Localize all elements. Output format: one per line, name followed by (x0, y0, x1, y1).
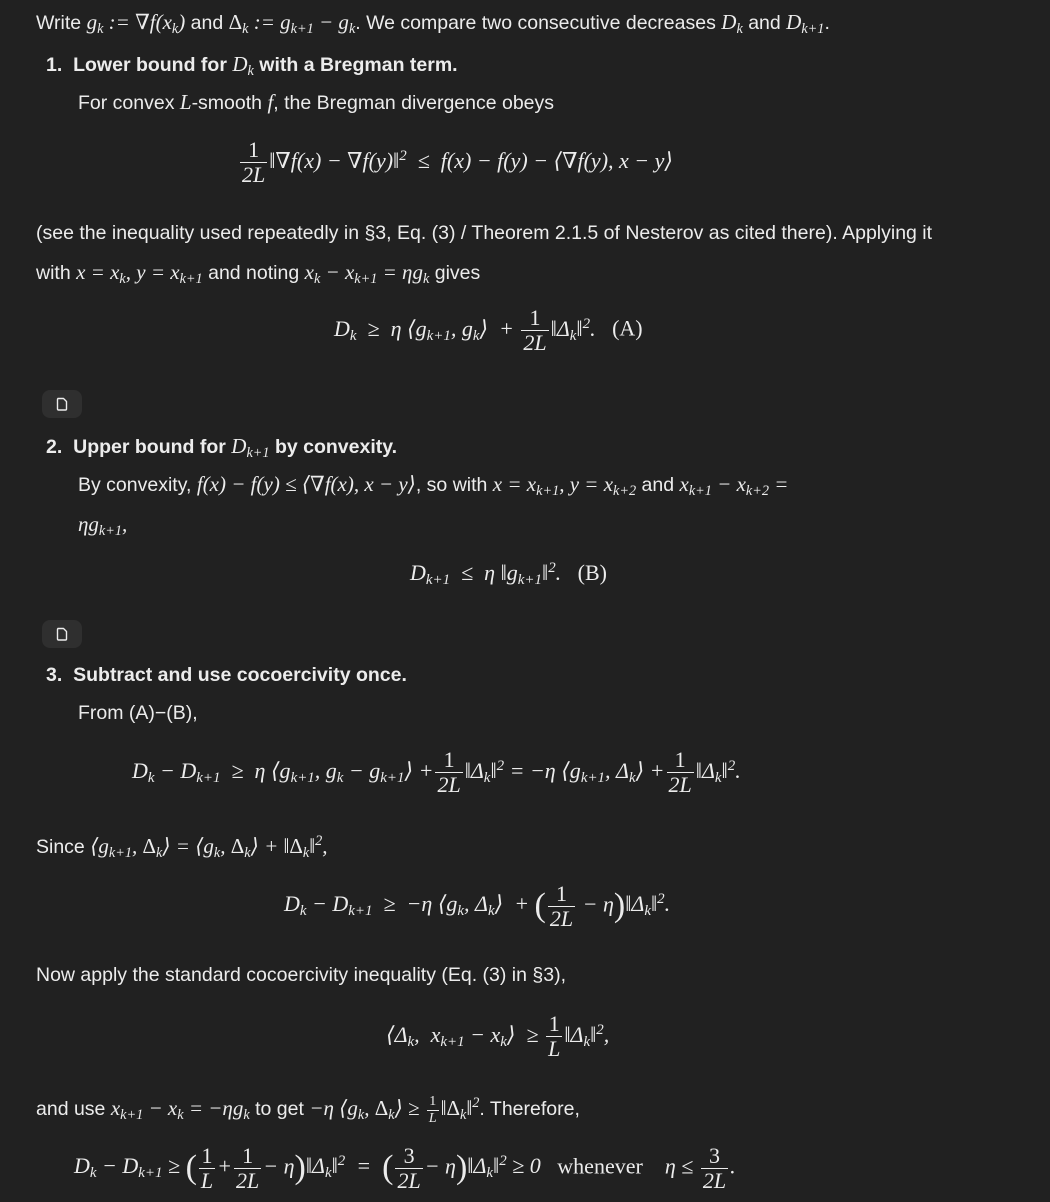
equation-tag: (A) (612, 315, 643, 341)
final-equation: $D_k - D_{k+1}$ ≥ ( $\frac{1}{L}$ + $\frac{1}{2L}$ − $\eta)‖\Delta_k‖^2$ = ( $\frac{3}{2L}$ − $\eta)‖\Delta_k‖^2 \ge 0$ whenever η ≤ $\frac{3}{2L}$ . (74, 1142, 736, 1193)
text: -smooth (191, 92, 263, 114)
text: Since (36, 836, 85, 858)
text: Upper bound for (73, 436, 226, 458)
text: . Therefore, (479, 1098, 580, 1120)
step1-text: For convex L-smooth f, the Bregman divergence obeys (78, 90, 555, 114)
step1-heading: 1. Lower bound for $D_k$ with a Bregman term. (46, 52, 458, 79)
text: with a Bregman term. (259, 54, 458, 76)
text: Subtract and use cocoercivity once. (73, 664, 407, 686)
step2-text: By convexity, f(x) − f(y) ≤ ⟨∇f(x), x − y⟩, so with $x = x_{k+1}$, $y = x_{k+2}$ and $x_{k+1} - x_{k+2}$ = (78, 472, 789, 499)
and-use-line: and use $x_{k+1} - x_k = -\eta g_k$ to get −η $⟨g_k$, $\Delta_k⟩$ ≥ $\frac{1}{L}$ $‖\Delta_k‖^2$. Therefore, (36, 1094, 580, 1126)
text: to get (255, 1098, 304, 1120)
cocoercivity-equation: $⟨\Delta_k$, $x_{k+1}$ − $x_k⟩$ ≥ $\frac{1}{L}$ $‖\Delta_k‖^2$, (386, 1011, 610, 1062)
now-line: Now apply the standard cocoercivity inequality (Eq. (3) in §3), (36, 964, 567, 986)
text: and (190, 12, 224, 34)
text: and noting (208, 262, 300, 284)
text: . We compare two consecutive decreases (355, 12, 716, 34)
since-equation: $D_k - D_{k+1} \ge -\eta$ $⟨g_k$, $\Delta_k⟩$ + ( $\frac{1}{2L}$ − $\eta)‖\Delta_k‖^2$. (284, 880, 671, 931)
text: gives (434, 262, 481, 284)
text: By convexity, (78, 474, 192, 496)
text: and use (36, 1098, 106, 1120)
intro-line: Write $g_k$ := $\nabla f(x_k)$ and $\Delta_k$ := $g_{k+1} - g_k$. We compare two consecutive decreases $D_k$ and $D_{k+1}$. (36, 10, 830, 37)
text: For convex (78, 92, 175, 114)
step2-heading: 2. Upper bound for $D_{k+1}$ by convexity. (46, 434, 398, 461)
equation-a: $D_k \ge \eta$ $⟨g_{k+1}$, $g_k⟩$ + $\frac{1}{2L}$ $‖\Delta_k‖^2$. (A) (334, 305, 643, 356)
step3-heading (46, 660, 407, 690)
list-number: 1. (46, 54, 63, 76)
list-number: 2. (46, 436, 63, 458)
step2-text-cont: $\eta g_{k+1}$, (78, 512, 128, 539)
copy-button[interactable] (42, 620, 82, 648)
copy-icon (54, 626, 70, 642)
text: . (824, 12, 830, 34)
text: by convexity. (274, 436, 398, 458)
text: Lower bound for (73, 54, 227, 76)
text: with (36, 262, 71, 284)
text: Write (36, 12, 82, 34)
step1-note: (see the inequality used repeatedly in §3, Eq. (3) / Theorem 2.1.5 of Nesterov as cited there). Applying it (36, 222, 933, 244)
text: whenever (557, 1153, 643, 1179)
step3-from: From (A)−(B), (78, 702, 198, 724)
text: , the Bregman divergence obeys (273, 92, 555, 114)
since-line: Since $⟨g_{k+1}$, $\Delta_k⟩$ = $⟨g_k$, $\Delta_k⟩$ + $‖\Delta_k‖^2$, (36, 833, 328, 861)
list-number: 3. (46, 664, 63, 686)
equation-b: $D_{k+1} \le \eta$ $‖g_{k+1}‖^2$. (B) (410, 559, 607, 589)
equation-tag: (B) (577, 560, 607, 585)
bregman-inequality: $\frac{1}{2L}$ ‖∇f(x) − ∇f(y)‖$^2$ ≤ f(x) − f(y) − ⟨∇f(y), x − y⟩ (242, 137, 673, 188)
copy-button[interactable] (42, 390, 82, 418)
subtract-equation: $D_k - D_{k+1} \ge \eta$ $⟨g_{k+1}$, $g_k$ − $g_{k+1}⟩$ + $\frac{1}{2L}$ $‖\Delta_k‖^2 = -\eta$ $⟨g_{k+1}$, $\Delta_k⟩$ + $\frac{1}{2L}$ $‖\Delta_k‖^2$. (132, 747, 741, 798)
text: , so with (415, 474, 488, 496)
copy-icon (54, 396, 70, 412)
text: and (641, 474, 675, 496)
step1-note2: with $x = x_k$, $y = x_{k+1}$ and noting $x_k - x_{k+1} = \eta g_k$ gives (36, 260, 481, 287)
text: and (748, 12, 781, 34)
